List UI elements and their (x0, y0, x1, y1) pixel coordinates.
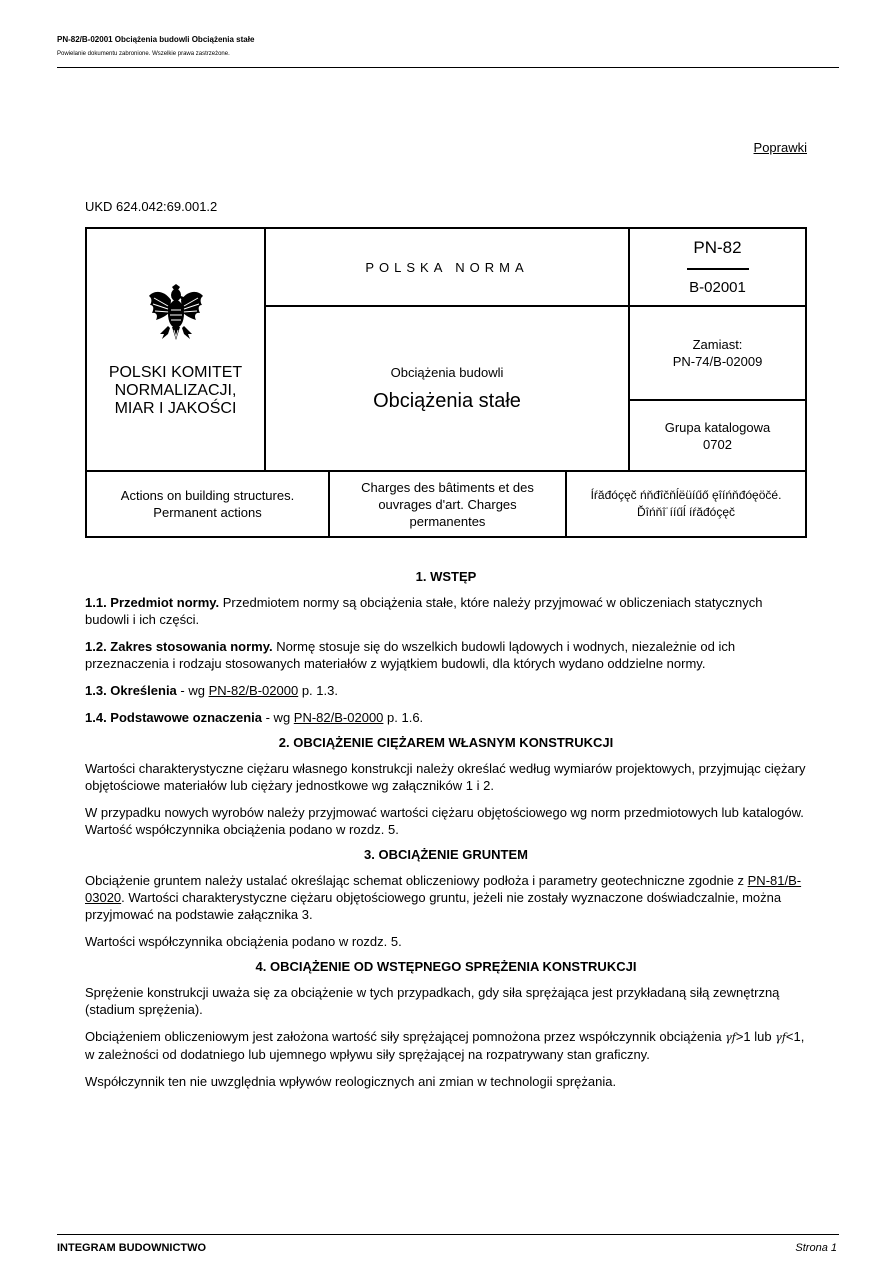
polska-norma-label: POLSKA NORMA (365, 259, 529, 275)
paragraph-1-1: 1.1. Przedmiot normy. Przedmiotem normy są obciążenia stałe, które należy przyjmować w obliczeniach statycznych budowli i ich części. (85, 595, 763, 627)
english-title-line1: Actions on building structures. (120, 488, 295, 503)
russian-title-cell (567, 472, 805, 536)
norm-reference-link[interactable]: PN-81/B-03020 (85, 873, 802, 905)
paragraph-2-2: W przypadku nowych wyrobów należy przyjmować wartości ciężaru objętościowego wg norm przedmiotowych lub katalogów. Wartość współczynnika obciążenia podano w rozdz. 5. (85, 805, 804, 837)
pn-number-cell (630, 229, 805, 305)
catalog-group-cell (630, 401, 805, 470)
norm-title-cell (266, 307, 628, 470)
footer-page-number: Strona 1 (795, 1242, 837, 1254)
russian-title-line1: Íŕăđóçęč ńňđîčňĺëüíűő ęîíńňđóęöčé. (590, 488, 782, 502)
header-subtitle: Powielanie dokumentu zabronione. Wszelkie prawa zastrzeżone. (57, 51, 230, 57)
section-heading: 3. OBCIĄŻENIE GRUNTEM (364, 847, 528, 862)
catalog-group-value: 0702 (703, 436, 732, 452)
replaces-value: PN-74/B-02009 (672, 354, 763, 369)
pn-number-bar (687, 268, 749, 270)
norm-reference-link[interactable]: PN-82/B-02000 (208, 683, 299, 698)
replaces-cell (630, 307, 805, 399)
french-title-line2: ouvrages d'art. Charges (378, 496, 517, 512)
russian-title-line2: Ďîńňî˙ííűĺ íŕăđóçęč (636, 505, 736, 519)
catalog-group-label: Grupa katalogowa (664, 419, 771, 435)
french-title-line3: permanentes (409, 513, 486, 529)
pn-number-bottom: B-02001 (689, 279, 746, 296)
footer-rule (57, 1234, 839, 1235)
document-body (85, 568, 807, 1100)
paragraph-1-2: 1.2. Zakres stosowania normy. Normę stosuje się do wszelkich budowli lądowych i wodnych, niezależnie od ich przeznaczenia i rodzaju stosowanych materiałów z wyjątkiem budowli, dla których wydano oddzielne normy. (85, 639, 736, 671)
norm-title: Obciążenia stałe (373, 389, 521, 412)
french-title-line1: Charges des bâtiments et des (361, 479, 534, 495)
org-name-line3: MIAR I JAKOŚCI (114, 399, 237, 417)
norm-reference-link[interactable]: PN-82/B-02000 (293, 710, 384, 725)
paragraph-3-1: Obciążenie gruntem należy ustalać określając schemat obliczeniowy podłoża i parametry geotechniczne zgodnie z PN-81/B-03020. Wartości charakterystyczne ciężaru objętościowego gruntu, jeżeli nie zostały wyznaczone doświadczalnie, można przyjmować na podstawie załącznika 3. (85, 873, 802, 922)
org-name-line1: POLSKI KOMITET (108, 363, 243, 381)
section-heading: 1. WSTĘP (415, 569, 477, 584)
title-box (85, 227, 807, 538)
paragraph-1-4: 1.4. Podstawowe oznaczenia - wg PN-82/B-02000 p. 1.6. (85, 710, 424, 725)
paragraph-2-1: Wartości charakterystyczne ciężaru własnego konstrukcji należy określać według wymiarów projektowych, przyjmując ciężary objętościowe materiałów lub ciężary jednostkowe wg załączników 1 i 2. (85, 761, 806, 793)
english-title-line2: Permanent actions (153, 505, 262, 520)
eagle-emblem-icon (146, 282, 206, 342)
ukd-code: UKD 624.042:69.001.2 (85, 199, 218, 214)
replaces-label: Zamiast: (692, 337, 743, 352)
norm-topic: Obciążenia budowli (390, 364, 504, 380)
paragraph-4-1: Sprężenie konstrukcji uważa się za obciążenie w tych przypadkach, gdy siła sprężająca jest przykładaną siłą zewnętrzną (stadium sprężenia). (85, 985, 780, 1017)
document-header (57, 35, 839, 59)
section-heading: 4. OBCIĄŻENIE OD WSTĘPNEGO SPRĘŻENIA KONSTRUKCJI (255, 959, 637, 974)
paragraph-4-2: Obciążeniem obliczeniowym jest założona wartość siły sprężającej pomnożona przez współczynnik obciążenia γf>1 lub γf<1, w zależności od dodatniego lub ujemnego wpływu siły sprężającej na rozpatrywany stan graficzny. (85, 1029, 805, 1062)
org-name-line2: NORMALIZACJI, (114, 381, 237, 399)
paragraph-1-3: 1.3. Określenia - wg PN-82/B-02000 p. 1.3. (85, 683, 338, 698)
header-rule (57, 67, 839, 68)
paragraph-3-2: Wartości współczynnika obciążenia podano w rozdz. 5. (85, 934, 402, 949)
paragraph-4-3: Współczynnik ten nie uwzględnia wpływów reologicznych ani zmian w technologii sprężania. (85, 1074, 617, 1089)
french-title-cell (330, 472, 565, 536)
poprawki-link[interactable]: Poprawki (753, 140, 807, 155)
pn-number-top: PN-82 (693, 238, 742, 257)
footer-publisher: INTEGRAM BUDOWNICTWO (57, 1242, 207, 1254)
header-title: PN-82/B-02001 Obciążenia budowli Obciążenia stałe (57, 35, 255, 44)
polska-norma-cell (266, 229, 628, 305)
org-cell (87, 229, 264, 470)
english-title-cell (87, 472, 328, 536)
section-heading: 2. OBCIĄŻENIE CIĘŻAREM WŁASNYM KONSTRUKCJI (278, 735, 614, 750)
